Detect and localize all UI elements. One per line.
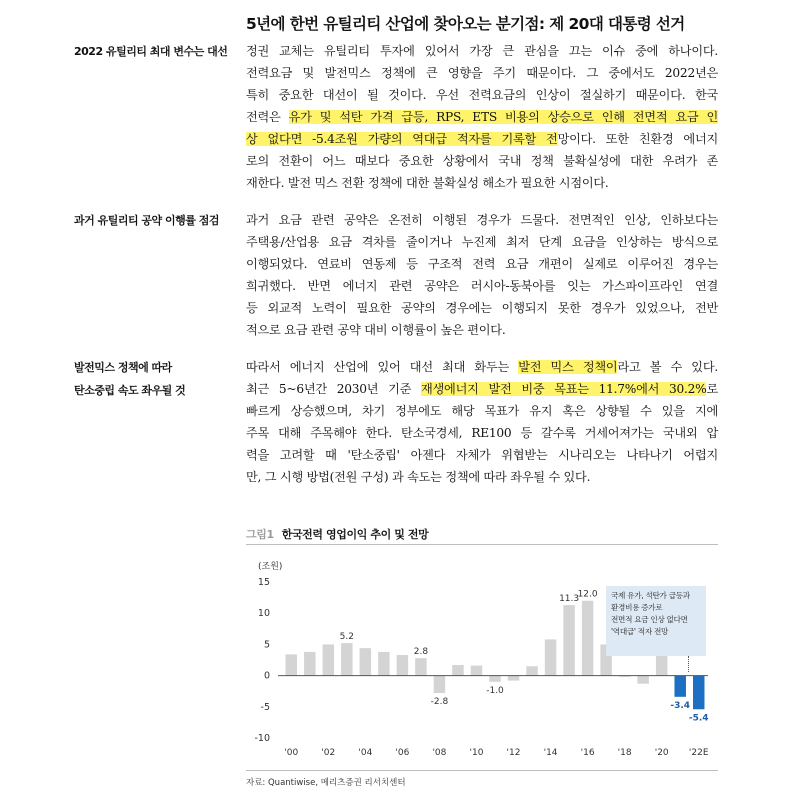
bar-'15 [563, 605, 574, 676]
x-tick-label: '12 [506, 748, 521, 758]
bar-'09 [452, 665, 463, 676]
bar-'21 [674, 676, 685, 697]
text-segment: 특히 중요한 대선이 될 것이다. 우선 전력요금의 인상이 절실하기 때문이다. 한국 [246, 88, 718, 102]
bar-'06 [397, 655, 408, 676]
x-tick-label: '04 [358, 748, 373, 758]
bar-'01 [304, 652, 315, 676]
annotation-line-1: 국제 유가, 석탄가 급등과 [611, 591, 690, 600]
x-tick-label: '10 [469, 748, 484, 758]
annotation-line-2: 환경비용 증가로 [611, 603, 663, 612]
paragraph-line [246, 356, 718, 378]
data-label: -5.4 [688, 713, 709, 724]
text-segment: 적으로 요금 관련 공약 대비 이행률이 높은 편이다. [246, 323, 506, 337]
sidebar-heading-line: 발전믹스 정책에 따라 [74, 361, 172, 374]
sidebar-heading-line: 탄소중립 속도 좌우될 것 [74, 384, 186, 397]
paragraph-line [246, 319, 718, 341]
text-segment: 전력요금 및 발전믹스 정책에 큰 영향을 주기 때문이다. 그 중에서도 2022년은 [246, 66, 718, 80]
figure-number: 그림1 [246, 528, 274, 541]
text-segment: 등 외교적 노력이 필요한 공약의 경우에는 이행되지 못한 경우가 있었으나, 전반 [246, 301, 718, 315]
section-3-paragraph [246, 356, 718, 488]
data-label: -3.4 [670, 700, 691, 711]
annotation-connector [688, 656, 689, 672]
bar-'08 [434, 676, 445, 693]
paragraph-line [246, 84, 718, 106]
bar-'04 [360, 648, 371, 675]
bar-'03 [341, 643, 352, 675]
x-tick-label: '06 [395, 748, 410, 758]
text-segment: 로의 전환이 어느 때보다 중요한 상황에서 국내 정책 불확실성에 대한 우려가 존 [246, 154, 718, 168]
paragraph-line [246, 106, 718, 128]
data-label: -2.8 [430, 697, 449, 708]
data-label: 5.2 [339, 632, 354, 643]
bar-'13 [526, 666, 537, 675]
paragraph-line [246, 40, 718, 62]
paragraph-line [246, 209, 718, 231]
y-tick-label: 15 [257, 577, 270, 588]
y-tick-label: 10 [257, 608, 270, 620]
paragraph-line [246, 422, 718, 444]
section-1-sidebar [74, 40, 227, 63]
x-tick-label: '16 [580, 748, 595, 758]
bar-'22E [693, 676, 704, 710]
text-segment: 이행되었다. 연료비 연동제 등 구조적 전력 요금 개편이 실제로 이루어진 경우는 [246, 257, 718, 271]
y-tick-label: 5 [263, 639, 270, 651]
x-tick-label: '02 [321, 748, 336, 758]
paragraph-line [246, 466, 718, 488]
y-axis-unit: (조원) [258, 562, 283, 572]
annotation-line-3: 전면적 요금 인상 없다면 [611, 615, 688, 624]
paragraph-line [246, 444, 718, 466]
paragraph-line [246, 400, 718, 422]
text-segment: 재한다. 발전 믹스 전환 정책에 대한 불확실성 해소가 필요한 시점이다. [246, 176, 609, 190]
highlighted-text: 발전 믹스 정책이 [518, 360, 618, 374]
paragraph-line [246, 253, 718, 275]
text-segment: 라고 볼 수 있다. [617, 360, 718, 374]
text-segment: 만, 그 시행 방법(전원 구성) 과 속도는 정책에 따라 좌우될 수 있다. [246, 470, 591, 484]
highlighted-text: 상 없다면 -5.4조원 가량의 역대급 적자를 기록할 전 [246, 132, 558, 146]
x-tick-label: '08 [432, 748, 447, 758]
annotation-line-4: '역대급' 적자 전망 [611, 627, 669, 636]
x-tick-label: '14 [543, 748, 558, 758]
bar-'14 [545, 639, 556, 675]
section-2-paragraph [246, 209, 718, 341]
paragraph-line [246, 231, 718, 253]
bar-'10 [471, 666, 482, 676]
data-label: 12.0 [577, 589, 598, 600]
page-title: 5년에 한번 유틸리티 산업에 찾아오는 분기점: 제 20대 대통령 선거 [246, 15, 685, 33]
section-3-sidebar [74, 356, 185, 402]
x-tick-label: '00 [284, 748, 299, 758]
bar-'05 [378, 652, 389, 676]
highlighted-text: 재생에너지 발전 비중 목표는 11.7%에서 30.2% [421, 382, 707, 396]
bar-'00 [286, 654, 297, 675]
text-segment: 빠르게 상승했으며, 차기 정부에도 해당 목표가 유지 혹은 상향될 수 있을 지에 [246, 404, 718, 418]
paragraph-line [246, 172, 718, 194]
sidebar-heading-line: 과거 유틸리티 공약 이행률 점검 [74, 214, 219, 227]
text-segment: 로 [706, 382, 718, 396]
data-label: 11.3 [559, 594, 580, 605]
text-segment: 희귀했다. 반면 에너지 관련 공약은 러시아-동북아를 잇는 가스파이프라인 연결 [246, 279, 718, 293]
paragraph-line [246, 62, 718, 84]
text-segment: 최근 5~6년간 2030년 기준 [246, 382, 421, 396]
data-label: -1.0 [486, 685, 504, 696]
x-tick-label: '18 [617, 748, 632, 758]
data-label: 2.8 [413, 647, 429, 658]
highlighted-text: 유가 및 석탄 가격 급등, RPS, ETS 비용의 상승으로 인해 전면적 요금 인 [288, 110, 718, 124]
figure-divider [246, 544, 718, 545]
text-segment: 정권 교체는 유틸리티 투자에 있어서 가장 큰 관심을 끄는 이슈 중에 하나이다. [246, 44, 718, 58]
y-tick-label: -10 [254, 733, 270, 744]
figure-source: 자료: Quantiwise, 메리츠증권 리서치센터 [246, 778, 406, 788]
text-segment: 전력은 [246, 110, 289, 124]
section-1-paragraph [246, 40, 718, 194]
text-segment: 주택용/산업용 요금 격차를 줄이거나 누진제 최저 단계 요금을 인상하는 방식으로 [246, 235, 718, 249]
bar-'19 [637, 676, 648, 684]
bar-'11 [489, 676, 500, 682]
text-segment: 망이다. 또한 친환경 에너지 [557, 132, 718, 146]
text-segment: 주목 대해 주목해야 한다. 탄소국경세, RE100 등 갈수록 거세어져가는 국내외 압 [246, 426, 718, 440]
y-tick-label: -5 [260, 701, 270, 713]
y-tick-label: 0 [263, 670, 270, 682]
text-segment: 따라서 에너지 산업에 있어 대선 최대 화두는 [246, 360, 519, 374]
text-segment: 력을 고려할 때 '탄소중립' 아젠다 자체가 위협받는 시나리오는 나타나기 어렵지 [246, 448, 718, 462]
paragraph-line [246, 150, 718, 172]
bar-'16 [582, 601, 593, 676]
figure-bottom-divider [246, 770, 718, 771]
paragraph-line [246, 128, 718, 150]
figure-title-text: 한국전력 영업이익 추이 및 전망 [281, 528, 429, 541]
x-tick-label: '22E [688, 748, 709, 758]
figure-title [246, 526, 428, 542]
chart-annotation-box [606, 586, 706, 656]
text-segment: 과거 요금 관련 공약은 온전히 이행된 경우가 드물다. 전면적인 인상, 인하보다는 [246, 213, 718, 227]
paragraph-line [246, 297, 718, 319]
bar-'02 [323, 644, 334, 675]
paragraph-line [246, 378, 718, 400]
section-2-sidebar [74, 209, 219, 232]
paragraph-line [246, 275, 718, 297]
x-tick-label: '20 [654, 748, 669, 758]
sidebar-heading-line: 2022 유틸리티 최대 변수는 대선 [74, 45, 228, 58]
bar-'12 [508, 676, 519, 681]
bar-'07 [415, 658, 426, 675]
